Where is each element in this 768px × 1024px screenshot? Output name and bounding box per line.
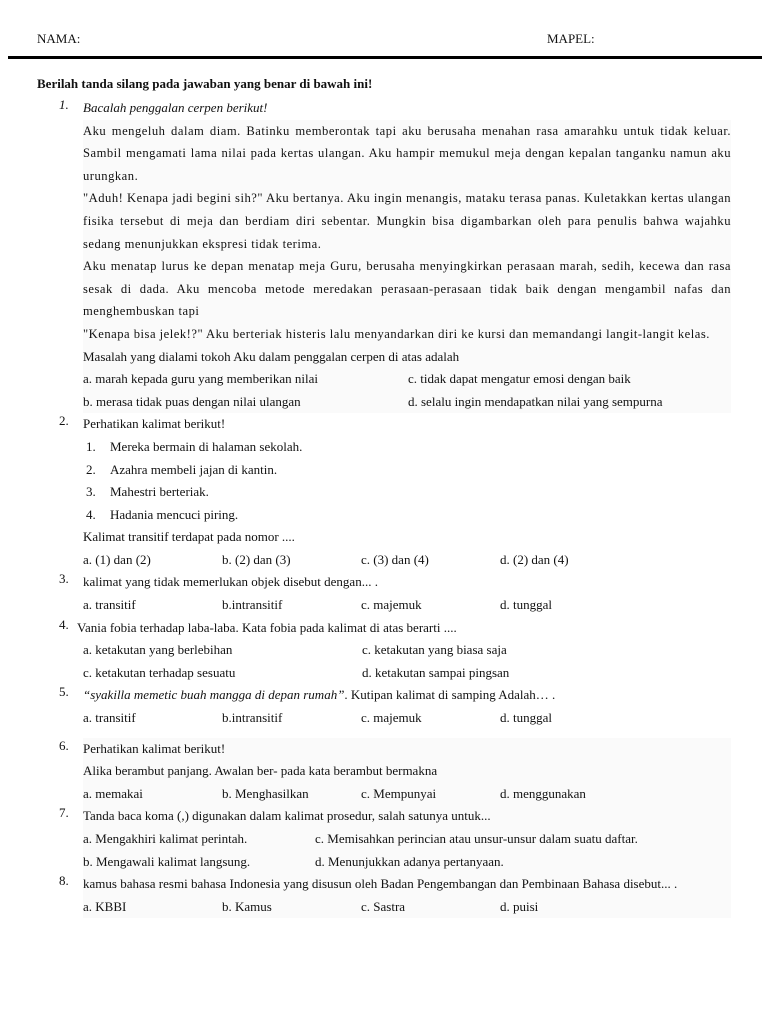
list-item [83, 504, 731, 527]
option-b[interactable]: b.intransitif [222, 597, 283, 613]
question-text: Masalah yang dialami tokoh Aku dalam penggalan cerpen di atas adalah [83, 346, 731, 369]
question-text: kamus bahasa resmi bahasa Indonesia yang disusun oleh Badan Pengembangan dan Pembinaan Bahasa disebut... . [83, 876, 678, 892]
passage-paragraph: "Aduh! Kenapa jadi begini sih?" Aku bertanya. Aku ingin menangis, mataku terasa panas. Kuletakkan kertas ulangan fisika tersebut di meja dan berdiam diri sebentar. Mungkin bisa digambarkan oleh para penulis bahwa wajahku sedang menunjukkan ekspresi tidak terima. [83, 191, 731, 251]
question-text [83, 684, 731, 707]
answer-options [83, 896, 731, 919]
option-a[interactable]: a. Mengakhiri kalimat perintah. [83, 831, 248, 846]
question-number: 1. [59, 97, 69, 112]
item-text: Mahestri berteriak. [110, 484, 209, 500]
question-number: 3. [59, 571, 69, 587]
subject-label: MAPEL: [547, 31, 595, 46]
answer-options [83, 783, 731, 806]
question-6 [37, 738, 731, 806]
option-a[interactable]: a. memakai [83, 785, 143, 801]
option-a[interactable]: a. marah kepada guru yang memberikan nilai [83, 371, 318, 387]
list-item [83, 436, 731, 459]
option-d[interactable]: d. Menunjukkan adanya pertanyaan. [315, 853, 504, 869]
question-3 [37, 571, 731, 616]
option-c[interactable]: c. majemuk [361, 597, 422, 613]
option-d[interactable]: d. tunggal [500, 597, 552, 613]
question-intro: Perhatikan kalimat berikut! [83, 740, 226, 756]
question-intro: Perhatikan kalimat berikut! [83, 416, 226, 432]
answer-options [83, 707, 731, 730]
passage-paragraph: Aku menatap lurus ke depan menatap meja Guru, berusaha menyingkirkan perasaan marah, sedih, kecewa dan rasa sesak di dada. Aku mencoba metode meredakan perasaan-perasaan tidak baik dengan mengambil nafas dan menghembuskan tapi [83, 259, 731, 319]
option-a[interactable]: a. KBBI [83, 898, 127, 914]
list-item [83, 481, 731, 504]
question-2 [37, 413, 731, 571]
answer-options [83, 594, 731, 617]
option-c[interactable]: c. Memisahkan perincian atau unsur-unsur dalam suatu daftar. [315, 831, 638, 846]
option-b[interactable]: b. Kamus [222, 898, 272, 914]
option-a[interactable]: a. transitif [83, 597, 136, 613]
option-c[interactable]: c. (3) dan (4) [361, 551, 429, 567]
question-block [83, 738, 731, 806]
passage-paragraph: "Kenapa bisa jelek!?" Aku berteriak histeris lalu menyandarkan diri ke kursi dan memandangi langit-langit kelas. [83, 326, 710, 341]
item-number: 2. [86, 461, 96, 477]
item-number: 3. [86, 484, 96, 500]
question-intro: Bacalah penggalan cerpen berikut! [83, 100, 268, 115]
option-a[interactable]: a. transitif [83, 710, 136, 726]
question-number: 8. [59, 873, 69, 889]
option-c-second[interactable]: c. ketakutan terhadap sesuatu [83, 664, 236, 680]
question-block [83, 805, 731, 873]
option-b[interactable]: b. Menghasilkan [222, 785, 309, 801]
page-header [37, 31, 768, 49]
question-text: Tanda baca koma (,) digunakan dalam kalimat prosedur, salah satunya untuk... [83, 808, 491, 824]
question-number: 6. [59, 737, 69, 753]
option-c[interactable]: c. tidak dapat mengatur emosi dengan baik [408, 371, 631, 387]
question-text: Kalimat transitif terdapat pada nomor .... [83, 529, 295, 545]
question-4 [37, 617, 731, 685]
question-rest: . Kutipan kalimat di samping Adalah… . [344, 687, 556, 703]
option-d[interactable]: d. menggunakan [500, 785, 586, 801]
item-text: Hadania mencuci piring. [110, 506, 239, 522]
question-number: 4. [59, 616, 69, 632]
question-7 [37, 805, 731, 873]
item-text: Mereka bermain di halaman sekolah. [110, 438, 303, 454]
question-text: kalimat yang tidak memerlukan objek disebut dengan... . [83, 574, 378, 590]
option-d[interactable]: d. (2) dan (4) [500, 551, 569, 567]
sentence-list [83, 436, 731, 526]
option-c[interactable]: c. Mempunyai [361, 785, 437, 801]
item-number: 1. [86, 438, 96, 454]
question-8 [37, 873, 731, 918]
worksheet-body [37, 75, 731, 918]
option-a[interactable]: a. ketakutan yang berlebihan [83, 642, 233, 658]
instruction: Berilah tanda silang pada jawaban yang benar di bawah ini! [37, 76, 373, 91]
option-b[interactable]: b.intransitif [222, 710, 283, 726]
question-1 [37, 97, 731, 413]
answer-options [83, 639, 731, 684]
question-text: Vania fobia terhadap laba-laba. Kata fobia pada kalimat di atas berarti .... [77, 619, 457, 635]
option-c[interactable]: c. ketakutan yang biasa saja [362, 642, 507, 658]
option-b[interactable]: b. (2) dan (3) [222, 551, 291, 567]
question-number: 2. [59, 413, 69, 429]
item-number: 4. [86, 506, 96, 522]
answer-options [83, 828, 731, 873]
name-label: NAMA: [37, 31, 81, 46]
quoted-sentence: “syakilla memetic buah mangga di depan rumah” [83, 687, 345, 703]
question-text: Alika berambut panjang. Awalan ber- pada kata berambut bermakna [83, 763, 438, 779]
question-number: 5. [59, 684, 69, 700]
option-b[interactable]: b. merasa tidak puas dengan nilai ulangan [83, 393, 301, 409]
answer-options [83, 368, 731, 413]
story-passage [83, 120, 731, 346]
item-text: Azahra membeli jajan di kantin. [110, 461, 278, 477]
option-b[interactable]: b. Mengawali kalimat langsung. [83, 853, 251, 869]
answer-options [83, 549, 731, 572]
option-d[interactable]: d. ketakutan sampai pingsan [362, 664, 510, 680]
header-divider [8, 56, 762, 59]
question-block [83, 873, 731, 918]
option-c[interactable]: c. majemuk [361, 710, 422, 726]
option-d[interactable]: d. tunggal [500, 710, 552, 726]
option-d[interactable]: d. selalu ingin mendapatkan nilai yang sempurna [408, 393, 663, 409]
option-a[interactable]: a. (1) dan (2) [83, 551, 151, 567]
option-c[interactable]: c. Sastra [361, 898, 406, 914]
question-5 [37, 684, 731, 729]
option-d[interactable]: d. puisi [500, 898, 539, 914]
passage-paragraph: Aku mengeluh dalam diam. Batinku memberontak tapi aku berusaha menahan rasa amarahku untuk tidak keluar. Sambil mengamati lama nilai pada kertas ulangan. Aku hampir memukul meja dengan kepalan tanganku namun aku urungkan. [83, 123, 731, 183]
question-number: 7. [59, 805, 69, 821]
list-item [83, 459, 731, 482]
